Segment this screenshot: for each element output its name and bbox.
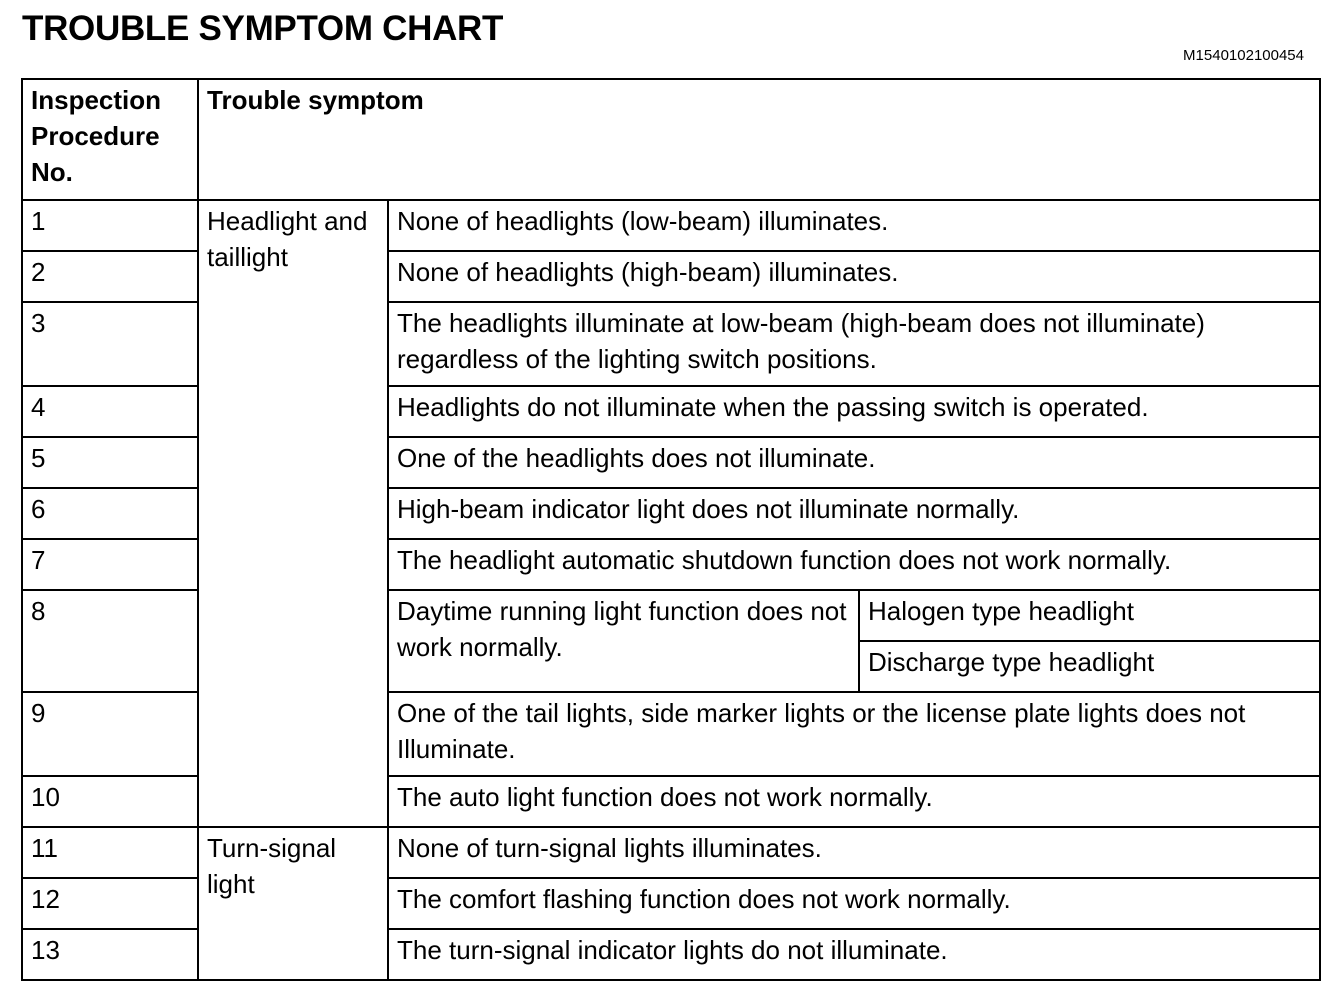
procedure-no: 4 (22, 386, 198, 437)
procedure-no: 2 (22, 251, 198, 302)
symptom-text: The headlight automatic shutdown function does not work normally. (388, 539, 1320, 590)
symptom-text: The comfort flashing function does not work normally. (388, 878, 1320, 929)
procedure-no: 1 (22, 200, 198, 251)
symptom-text: The auto light function does not work normally. (388, 776, 1320, 827)
symptom-text: One of the tail lights, side marker lights or the license plate lights does not Illuminate. (388, 692, 1320, 776)
document-code: M1540102100454 (1183, 47, 1304, 64)
procedure-no: 9 (22, 692, 198, 776)
symptom-text: One of the headlights does not illuminate. (388, 437, 1320, 488)
procedure-no: 5 (22, 437, 198, 488)
procedure-no: 8 (22, 590, 198, 692)
table-header-row (22, 79, 1320, 200)
procedure-no: 12 (22, 878, 198, 929)
symptom-text: None of headlights (high-beam) illuminates. (388, 251, 1320, 302)
symptom-text: Headlights do not illuminate when the passing switch is operated. (388, 386, 1320, 437)
procedure-no: 11 (22, 827, 198, 878)
header-procedure-no: Inspection Procedure No. (22, 79, 198, 200)
table-row (22, 200, 1320, 251)
subtype-discharge: Discharge type headlight (859, 641, 1320, 692)
symptom-text: The turn-signal indicator lights do not illuminate. (388, 929, 1320, 980)
symptom-text: The headlights illuminate at low-beam (high-beam does not illuminate) regardless of the lighting switch positions. (388, 302, 1320, 386)
page-title: TROUBLE SYMPTOM CHART (22, 9, 504, 48)
symptom-text: Daytime running light function does not work normally. (388, 590, 859, 692)
symptom-text: High-beam indicator light does not illuminate normally. (388, 488, 1320, 539)
trouble-symptom-table (21, 78, 1321, 981)
symptom-text: None of headlights (low-beam) illuminates. (388, 200, 1320, 251)
procedure-no: 6 (22, 488, 198, 539)
table-row (22, 827, 1320, 878)
procedure-no: 3 (22, 302, 198, 386)
header-trouble-symptom: Trouble symptom (198, 79, 1320, 200)
subtype-halogen: Halogen type headlight (859, 590, 1320, 641)
procedure-no: 13 (22, 929, 198, 980)
group-label-headlight: Headlight and taillight (198, 200, 388, 827)
procedure-no: 7 (22, 539, 198, 590)
group-label-turn-signal: Turn-signal light (198, 827, 388, 980)
procedure-no: 10 (22, 776, 198, 827)
symptom-text: None of turn-signal lights illuminates. (388, 827, 1320, 878)
